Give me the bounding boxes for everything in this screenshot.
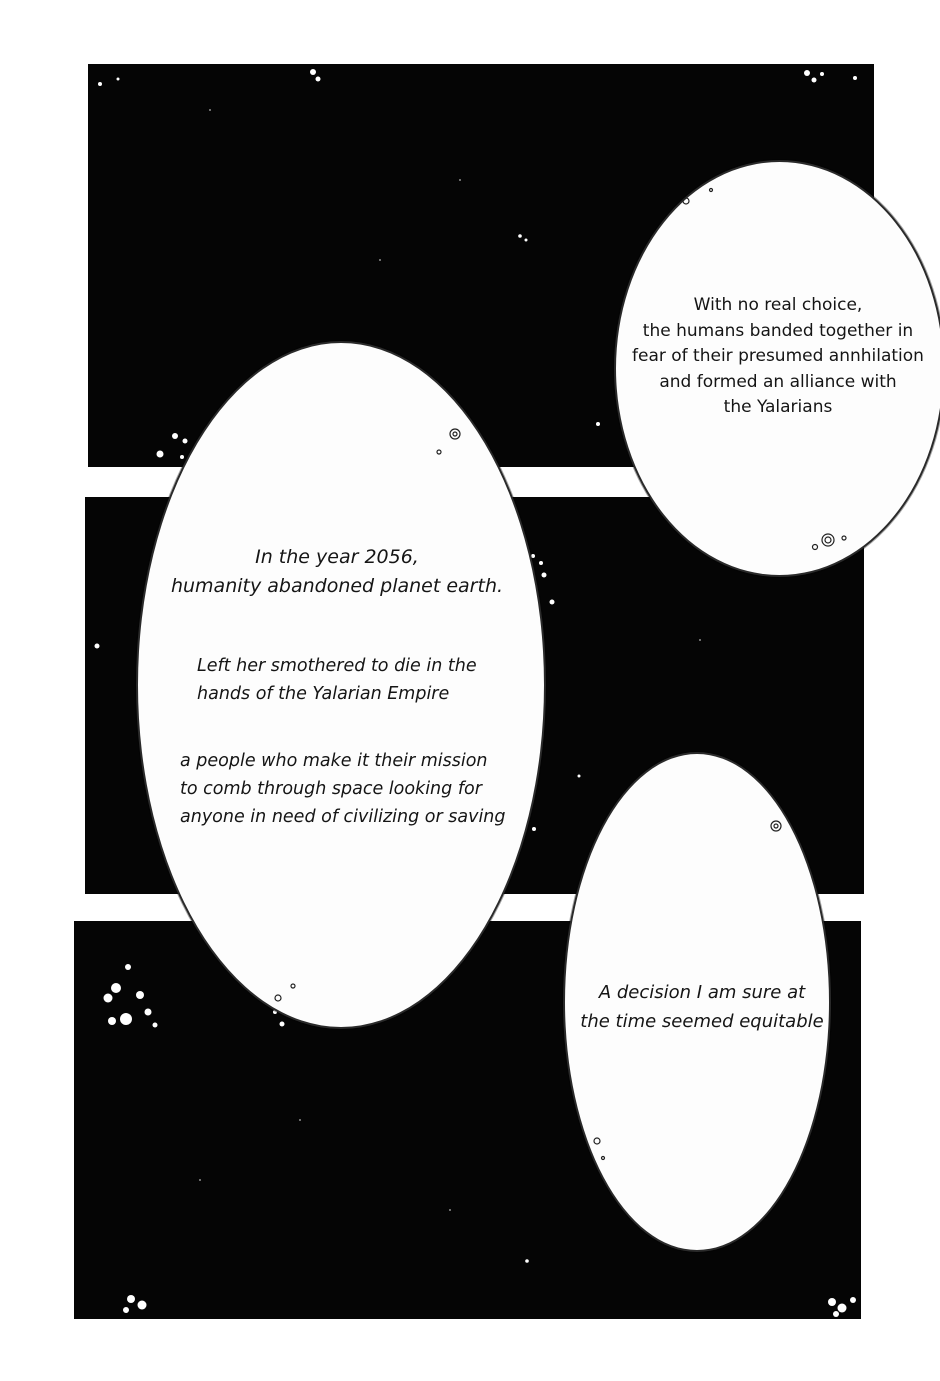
caption-left-her-smothered (197, 652, 477, 708)
caption-alliance (620, 293, 936, 421)
caption-line: With no real choice, (693, 295, 863, 315)
caption-line: A decision I am sure at (598, 982, 806, 1003)
caption-line: Left her smothered to die in the (197, 656, 477, 676)
caption-line: the humans banded together in (642, 320, 914, 341)
caption-line: hands of the Yalarian Empire (197, 684, 450, 704)
caption-line: to comb through space looking for (180, 779, 482, 799)
caption-line: anyone in need of civilizing or saving (180, 807, 506, 827)
caption-line: humanity abandoned planet earth. (170, 574, 504, 597)
caption-line: fear of their presumed annhilation (632, 346, 924, 366)
caption-line: a people who make it their mission (180, 751, 488, 771)
caption-year-2056 (162, 543, 512, 600)
caption-line: the Yalarians (723, 397, 833, 417)
caption-line: In the year 2056, (255, 546, 419, 568)
caption-line: the time seemed equitable (580, 1010, 824, 1032)
caption-decision (572, 979, 832, 1037)
caption-yalarian-mission (180, 747, 506, 831)
caption-line: and formed an alliance with (659, 371, 897, 392)
